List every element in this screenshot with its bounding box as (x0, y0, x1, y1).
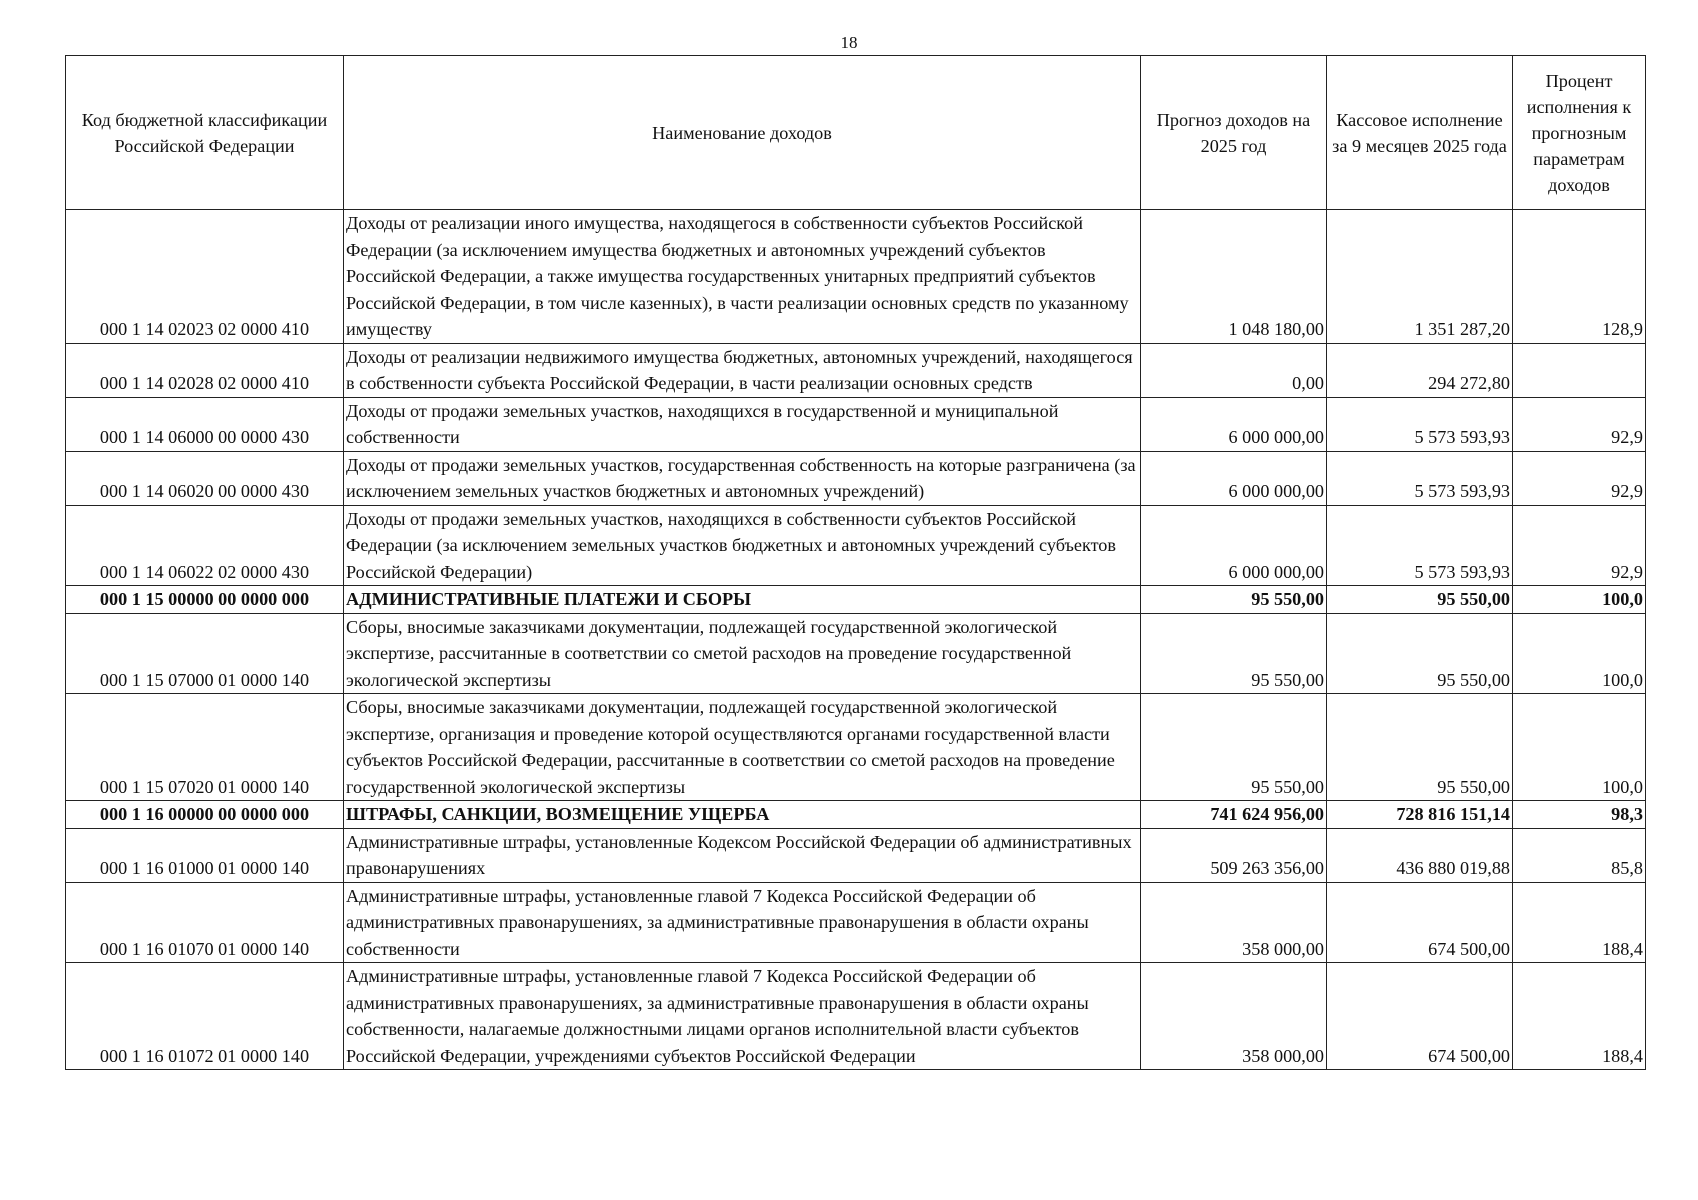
revenue-table (65, 55, 1646, 1070)
name-cell: Административные штрафы, установленные главой 7 Кодекса Российской Федерации об административных правонарушениях, за административные правонарушения в области охраны собственности, налагаемые должностными лицами органов исполнительной власти субъектов Российской Федерации, учреждениями субъектов Российской Федерации (344, 963, 1141, 1070)
table-header (66, 56, 1646, 210)
name-cell: Административные штрафы, установленные главой 7 Кодекса Российской Федерации об административных правонарушениях, за административные правонарушения в области охраны собственности (344, 882, 1141, 963)
percent-cell: 128,9 (1513, 210, 1646, 344)
code-cell: 000 1 16 00000 00 0000 000 (66, 801, 344, 829)
forecast-cell: 1 048 180,00 (1141, 210, 1327, 344)
percent-cell: 100,0 (1513, 586, 1646, 614)
percent-cell: 92,9 (1513, 505, 1646, 586)
forecast-cell: 6 000 000,00 (1141, 505, 1327, 586)
execution-cell: 5 573 593,93 (1327, 397, 1513, 451)
percent-cell: 100,0 (1513, 694, 1646, 801)
table-row (66, 343, 1646, 397)
table-row (66, 828, 1646, 882)
header-code: Код бюджетной классификации Российской Федерации (66, 56, 344, 210)
code-cell: 000 1 14 02023 02 0000 410 (66, 210, 344, 344)
forecast-cell: 358 000,00 (1141, 882, 1327, 963)
execution-cell: 728 816 151,14 (1327, 801, 1513, 829)
table-row (66, 397, 1646, 451)
forecast-cell: 6 000 000,00 (1141, 397, 1327, 451)
table-body (66, 210, 1646, 1070)
name-cell: Доходы от реализации недвижимого имущества бюджетных, автономных учреждений, находящегося в собственности субъекта Российской Федерации, в части реализации основных средств (344, 343, 1141, 397)
forecast-cell: 6 000 000,00 (1141, 451, 1327, 505)
table-row (66, 694, 1646, 801)
code-cell: 000 1 16 01000 01 0000 140 (66, 828, 344, 882)
code-cell: 000 1 15 00000 00 0000 000 (66, 586, 344, 614)
percent-cell: 92,9 (1513, 451, 1646, 505)
name-cell: Доходы от реализации иного имущества, находящегося в собственности субъектов Российской Федерации (за исключением имущества бюджетных и автономных учреждений субъектов Российской Федерации, а также имущества государственных унитарных предприятий субъектов Российской Федерации, в том числе казенных), в части реализации основных средств по указанному имуществу (344, 210, 1141, 344)
code-cell: 000 1 16 01070 01 0000 140 (66, 882, 344, 963)
code-cell: 000 1 14 06022 02 0000 430 (66, 505, 344, 586)
code-cell: 000 1 16 01072 01 0000 140 (66, 963, 344, 1070)
code-cell: 000 1 14 06020 00 0000 430 (66, 451, 344, 505)
table-row (66, 613, 1646, 694)
table-row (66, 882, 1646, 963)
forecast-cell: 0,00 (1141, 343, 1327, 397)
execution-cell: 1 351 287,20 (1327, 210, 1513, 344)
forecast-cell: 95 550,00 (1141, 694, 1327, 801)
header-execution: Кассовое исполнение за 9 месяцев 2025 года (1327, 56, 1513, 210)
execution-cell: 5 573 593,93 (1327, 451, 1513, 505)
execution-cell: 95 550,00 (1327, 586, 1513, 614)
percent-cell: 100,0 (1513, 613, 1646, 694)
name-cell: Административные штрафы, установленные Кодексом Российской Федерации об административных правонарушениях (344, 828, 1141, 882)
forecast-cell: 358 000,00 (1141, 963, 1327, 1070)
header-forecast: Прогноз доходов на 2025 год (1141, 56, 1327, 210)
page-number: 18 (840, 33, 858, 52)
percent-cell: 188,4 (1513, 882, 1646, 963)
percent-cell: 85,8 (1513, 828, 1646, 882)
header-name: Наименование доходов (344, 56, 1141, 210)
execution-cell: 436 880 019,88 (1327, 828, 1513, 882)
execution-cell: 95 550,00 (1327, 613, 1513, 694)
code-cell: 000 1 15 07000 01 0000 140 (66, 613, 344, 694)
name-cell: Доходы от продажи земельных участков, находящихся в государственной и муниципальной собственности (344, 397, 1141, 451)
name-cell: Сборы, вносимые заказчиками документации, подлежащей государственной экологической экспертизе, организация и проведение которой осуществляются органами государственной власти субъектов Российской Федерации, рассчитанные в соответствии со сметой расходов на проведение государственной экологической экспертизы (344, 694, 1141, 801)
execution-cell: 674 500,00 (1327, 963, 1513, 1070)
forecast-cell: 741 624 956,00 (1141, 801, 1327, 829)
code-cell: 000 1 15 07020 01 0000 140 (66, 694, 344, 801)
execution-cell: 5 573 593,93 (1327, 505, 1513, 586)
name-cell: Сборы, вносимые заказчиками документации, подлежащей государственной экологической экспертизе, рассчитанные в соответствии со сметой расходов на проведение государственной экологической экспертизы (344, 613, 1141, 694)
forecast-cell: 509 263 356,00 (1141, 828, 1327, 882)
code-cell: 000 1 14 06000 00 0000 430 (66, 397, 344, 451)
forecast-cell: 95 550,00 (1141, 613, 1327, 694)
name-cell: Доходы от продажи земельных участков, находящихся в собственности субъектов Российской Федерации (за исключением земельных участков бюджетных и автономных учреждений субъектов Российской Федерации) (344, 505, 1141, 586)
header-percent: Процент исполнения к прогнозным параметрам доходов (1513, 56, 1646, 210)
execution-cell: 674 500,00 (1327, 882, 1513, 963)
name-cell: Доходы от продажи земельных участков, государственная собственность на которые разграничена (за исключением земельных участков бюджетных и автономных учреждений) (344, 451, 1141, 505)
percent-cell (1513, 343, 1646, 397)
name-cell: АДМИНИСТРАТИВНЫЕ ПЛАТЕЖИ И СБОРЫ (344, 586, 1141, 614)
table-row (66, 505, 1646, 586)
percent-cell: 98,3 (1513, 801, 1646, 829)
execution-cell: 294 272,80 (1327, 343, 1513, 397)
table-row (66, 963, 1646, 1070)
table-row (66, 586, 1646, 614)
table-row (66, 801, 1646, 829)
forecast-cell: 95 550,00 (1141, 586, 1327, 614)
percent-cell: 92,9 (1513, 397, 1646, 451)
percent-cell: 188,4 (1513, 963, 1646, 1070)
table-row (66, 451, 1646, 505)
table-row (66, 210, 1646, 344)
name-cell: ШТРАФЫ, САНКЦИИ, ВОЗМЕЩЕНИЕ УЩЕРБА (344, 801, 1141, 829)
code-cell: 000 1 14 02028 02 0000 410 (66, 343, 344, 397)
execution-cell: 95 550,00 (1327, 694, 1513, 801)
